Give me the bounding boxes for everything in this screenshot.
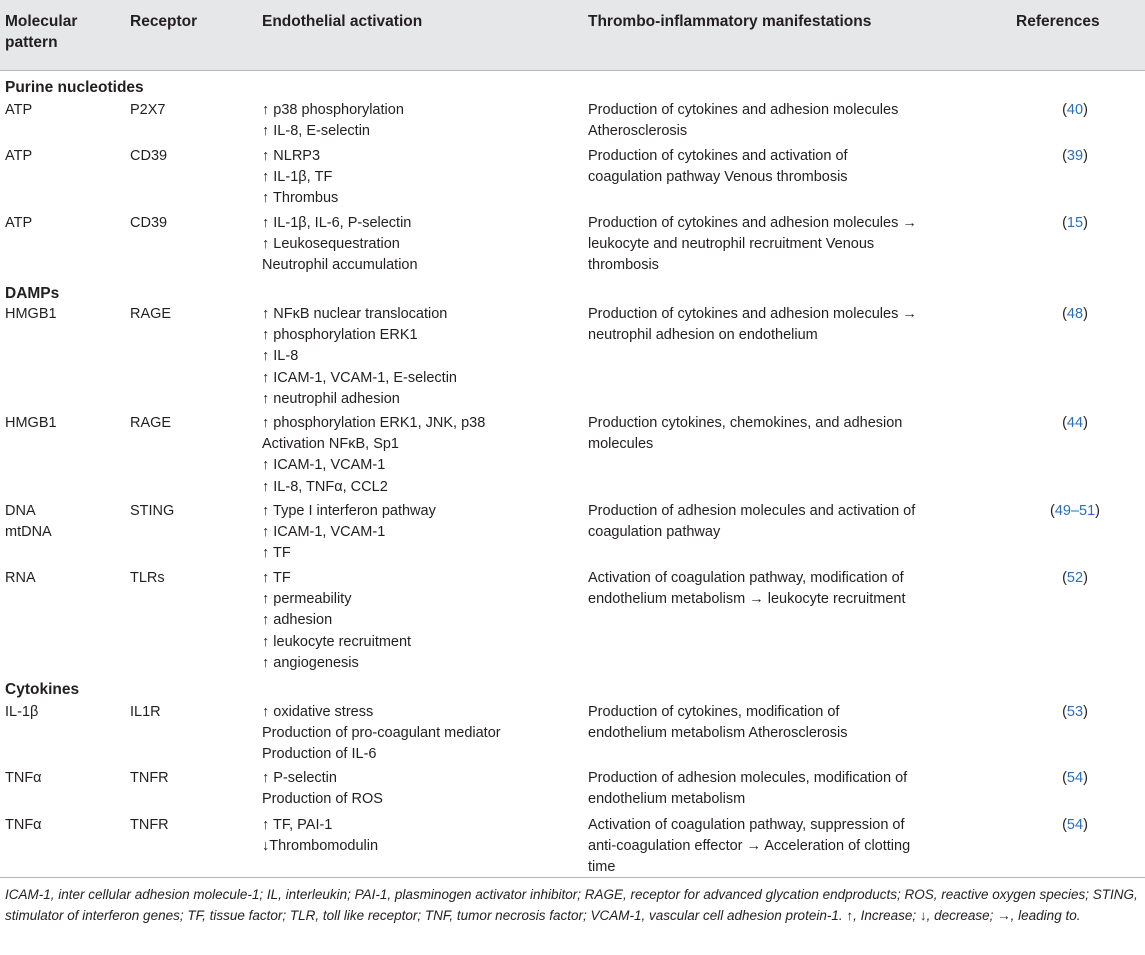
cell-endothelial-activation [262, 702, 501, 766]
cell-receptor: TLRs [130, 570, 165, 586]
header-divider [0, 70, 1145, 71]
cell-endothelial-activation-line: ↑ IL-8, TNFα, CCL2 [262, 478, 388, 495]
cell-reference [1030, 568, 1120, 589]
cell-molecular-pattern [5, 146, 32, 167]
reference-link[interactable]: 44 [1066, 415, 1084, 431]
header-molecular-pattern: Molecular pattern [5, 13, 78, 51]
cell-thrombo-inflammatory-line: endothelium metabolism Atherosclerosis [588, 725, 848, 742]
cell-thrombo-inflammatory-line: anti-coagulation effector → Acceleration of clotting [588, 838, 911, 855]
cell-thrombo-inflammatory-line: neutrophil adhesion on endothelium [588, 327, 818, 344]
cell-endothelial-activation-line: ↑ IL-1β, TF [262, 169, 333, 186]
ref-paren-open: ( [1062, 570, 1067, 586]
cell-endothelial-activation [262, 100, 404, 142]
cell-endothelial-activation-line: ↑ NFκB nuclear translocation [262, 306, 448, 322]
reference-link[interactable]: 15 [1066, 215, 1084, 231]
cell-endothelial-activation [262, 501, 436, 565]
ref-paren-open: ( [1062, 817, 1067, 833]
cell-endothelial-activation-line: ↑ angiogenesis [262, 654, 359, 671]
cell-endothelial-activation-line: ↑ phosphorylation ERK1, JNK, p38 [262, 415, 486, 431]
cell-thrombo-inflammatory-line: molecules [588, 436, 654, 453]
cell-receptor: RAGE [130, 306, 172, 322]
cell-endothelial-activation-line: ↑ TF [262, 570, 291, 586]
cell-reference [1030, 304, 1120, 325]
cell-endothelial-activation [262, 213, 418, 277]
header-receptor: Receptor [130, 13, 198, 30]
cell-endothelial-activation-line: Neutrophil accumulation [262, 257, 418, 274]
cell-thrombo-inflammatory-line: coagulation pathway Venous thrombosis [588, 169, 848, 186]
cell-thrombo-inflammatory [588, 213, 917, 277]
cell-molecular-pattern [5, 768, 42, 789]
ref-paren-close: ) [1083, 102, 1088, 118]
cell-molecular-pattern [5, 702, 38, 723]
header-thrombo-inflammatory: Thrombo-inflammatory manifestations [588, 13, 872, 30]
cell-thrombo-inflammatory [588, 768, 907, 810]
cell-molecular-pattern-line: TNFα [5, 770, 42, 786]
reference-link[interactable]: 52 [1066, 570, 1084, 586]
cell-endothelial-activation-line: ↑ Type I interferon pathway [262, 503, 436, 519]
cell-molecular-pattern-line: ATP [5, 148, 33, 164]
cell-endothelial-activation-line: ↑ ICAM-1, VCAM-1, E-selectin [262, 369, 457, 386]
table-footnote: ICAM-1, inter cellular adhesion molecule-1; IL, interleukin; PAI-1, plasminogen activator inhibitor; RAGE, receptor for advanced glycation endproducts; ROS, reactive oxygen species; STING, stimulator of interferon genes; TF, tissue factor; TLR, toll like receptor; TNF, tumor necrosis factor; VCAM-1, vascular cell adhesion protein-1. ↑, Increase; ↓, decrease; →, leading to. [5, 887, 1138, 923]
cell-molecular-pattern-line: IL-1β [5, 704, 39, 720]
cell-reference [1030, 702, 1120, 723]
cell-endothelial-activation-line: Production of IL-6 [262, 746, 377, 763]
ref-paren-open: ( [1062, 102, 1067, 118]
header-endothelial-activation: Endothelial activation [262, 13, 423, 30]
cell-endothelial-activation-line: Production of pro-coagulant mediator [262, 725, 501, 742]
ref-paren-close: ) [1095, 503, 1100, 519]
cell-receptor: TNFR [130, 770, 169, 786]
section-title: Cytokines [5, 681, 80, 698]
cell-thrombo-inflammatory-line: Production of cytokines and adhesion molecules → [588, 215, 917, 231]
cell-molecular-pattern [5, 213, 32, 234]
cell-receptor: STING [130, 503, 175, 519]
cell-endothelial-activation-line: ↑ permeability [262, 591, 352, 608]
ref-paren-open: ( [1062, 415, 1067, 431]
cell-endothelial-activation-line: ↑ p38 phosphorylation [262, 102, 404, 118]
ref-paren-open: ( [1062, 215, 1067, 231]
cell-thrombo-inflammatory [588, 304, 917, 346]
reference-link[interactable]: 49–51 [1054, 503, 1096, 519]
cell-molecular-pattern [5, 815, 42, 836]
cell-reference [1030, 146, 1120, 167]
cell-endothelial-activation-line: ↑ neutrophil adhesion [262, 390, 400, 407]
cell-thrombo-inflammatory [588, 568, 906, 610]
ref-paren-close: ) [1083, 817, 1088, 833]
cell-receptor: IL1R [130, 704, 161, 720]
cell-endothelial-activation-line: ↑ Thrombus [262, 190, 339, 207]
cell-molecular-pattern-line: ATP [5, 215, 33, 231]
cell-thrombo-inflammatory-line: Atherosclerosis [588, 123, 688, 140]
cell-reference [1030, 815, 1120, 836]
cell-thrombo-inflammatory-line: Production of cytokines and activation of [588, 148, 848, 164]
ref-paren-close: ) [1083, 704, 1088, 720]
cell-endothelial-activation-line: ↑ oxidative stress [262, 704, 374, 720]
ref-paren-close: ) [1083, 306, 1088, 322]
cell-thrombo-inflammatory-line: Production of cytokines, modification of [588, 704, 840, 720]
cell-endothelial-activation-line: ↑ IL-8 [262, 348, 299, 365]
cell-thrombo-inflammatory-line: Activation of coagulation pathway, modification of [588, 570, 904, 586]
table-bottom-rule [0, 877, 1145, 878]
ref-paren-close: ) [1083, 570, 1088, 586]
cell-thrombo-inflammatory [588, 815, 910, 879]
cell-thrombo-inflammatory-line: coagulation pathway [588, 524, 721, 541]
ref-paren-close: ) [1083, 215, 1088, 231]
cell-molecular-pattern-line: HMGB1 [5, 306, 57, 322]
cell-molecular-pattern-line: ATP [5, 102, 33, 118]
cell-receptor: RAGE [130, 415, 172, 431]
cell-molecular-pattern [5, 100, 32, 121]
cell-endothelial-activation-line: ↑ TF [262, 545, 291, 562]
cell-molecular-pattern [5, 568, 36, 589]
cell-receptor: CD39 [130, 148, 168, 164]
cell-endothelial-activation-line: ↑ P-selectin [262, 770, 337, 786]
cell-endothelial-activation-line: Activation NFκB, Sp1 [262, 436, 399, 453]
ref-paren-open: ( [1062, 306, 1067, 322]
reference-link[interactable]: 39 [1066, 148, 1084, 164]
cell-reference [1030, 413, 1120, 434]
cell-endothelial-activation-line: ↑ NLRP3 [262, 148, 321, 164]
cell-endothelial-activation [262, 304, 457, 410]
cell-endothelial-activation [262, 413, 485, 498]
reference-link[interactable]: 53 [1066, 704, 1084, 720]
cell-thrombo-inflammatory-line: Production of adhesion molecules, modification of [588, 770, 908, 786]
cell-molecular-pattern [5, 304, 57, 325]
cell-reference [1030, 768, 1120, 789]
cell-endothelial-activation-line: ↑ adhesion [262, 612, 333, 629]
cell-thrombo-inflammatory-line: time [588, 859, 616, 876]
cell-thrombo-inflammatory-line: endothelium metabolism → leukocyte recruitment [588, 591, 906, 608]
cell-molecular-pattern-line: HMGB1 [5, 415, 57, 431]
cell-endothelial-activation [262, 768, 383, 810]
cell-endothelial-activation-line: ↓Thrombomodulin [262, 838, 379, 855]
cell-molecular-pattern [5, 413, 57, 434]
cell-endothelial-activation [262, 815, 378, 857]
cell-thrombo-inflammatory-line: Activation of coagulation pathway, suppression of [588, 817, 905, 833]
cell-thrombo-inflammatory [588, 413, 902, 455]
cell-molecular-pattern-line: mtDNA [5, 524, 52, 541]
cell-thrombo-inflammatory [588, 501, 915, 543]
ref-paren-close: ) [1083, 148, 1088, 164]
ref-paren-close: ) [1083, 770, 1088, 786]
cell-endothelial-activation-line: ↑ ICAM-1, VCAM-1 [262, 524, 386, 541]
cell-molecular-pattern-line: RNA [5, 570, 36, 586]
cell-endothelial-activation-line: ↑ TF, PAI-1 [262, 817, 333, 833]
cell-reference [1030, 213, 1120, 234]
table-header [0, 0, 1145, 70]
cell-thrombo-inflammatory [588, 100, 898, 142]
cell-thrombo-inflammatory-line: Production cytokines, chemokines, and adhesion [588, 415, 903, 431]
cell-endothelial-activation [262, 568, 411, 674]
cell-molecular-pattern-line: DNA [5, 503, 36, 519]
cell-thrombo-inflammatory-line: Production of cytokines and adhesion molecules [588, 102, 899, 118]
cell-reference [1030, 501, 1120, 522]
cell-endothelial-activation-line: ↑ Leukosequestration [262, 236, 400, 253]
cell-thrombo-inflammatory-line: thrombosis [588, 257, 659, 274]
ref-paren-open: ( [1062, 770, 1067, 786]
cell-receptor: P2X7 [130, 102, 166, 118]
cell-thrombo-inflammatory-line: endothelium metabolism [588, 791, 746, 808]
section-title: DAMPs [5, 285, 60, 302]
ref-paren-open: ( [1049, 503, 1055, 519]
ref-paren-close: ) [1083, 415, 1088, 431]
cell-thrombo-inflammatory-line: Production of cytokines and adhesion molecules → [588, 306, 917, 322]
cell-endothelial-activation [262, 146, 338, 210]
cell-thrombo-inflammatory [588, 146, 848, 188]
ref-paren-open: ( [1062, 148, 1067, 164]
reference-link[interactable]: 54 [1066, 770, 1084, 786]
ref-paren-open: ( [1062, 704, 1067, 720]
reference-link[interactable]: 40 [1066, 102, 1084, 118]
reference-link[interactable]: 48 [1066, 306, 1084, 322]
cell-receptor: TNFR [130, 817, 169, 833]
cell-endothelial-activation-line: ↑ ICAM-1, VCAM-1 [262, 457, 386, 474]
cell-endothelial-activation-line: ↑ IL-1β, IL-6, P-selectin [262, 215, 412, 231]
reference-link[interactable]: 54 [1066, 817, 1084, 833]
cell-reference [1030, 100, 1120, 121]
cell-endothelial-activation-line: Production of ROS [262, 791, 383, 808]
cell-endothelial-activation-line: ↑ phosphorylation ERK1 [262, 327, 418, 344]
cell-endothelial-activation-line: ↑ IL-8, E-selectin [262, 123, 370, 140]
cell-molecular-pattern-line: TNFα [5, 817, 42, 833]
header-references: References [1016, 13, 1100, 30]
cell-thrombo-inflammatory-line: leukocyte and neutrophil recruitment Venous [588, 236, 875, 253]
cell-thrombo-inflammatory-line: Production of adhesion molecules and activation of [588, 503, 916, 519]
cell-endothelial-activation-line: ↑ leukocyte recruitment [262, 633, 412, 650]
cell-receptor: CD39 [130, 215, 168, 231]
section-title: Purine nucleotides [5, 79, 144, 96]
cell-molecular-pattern [5, 501, 52, 543]
cell-thrombo-inflammatory [588, 702, 848, 744]
